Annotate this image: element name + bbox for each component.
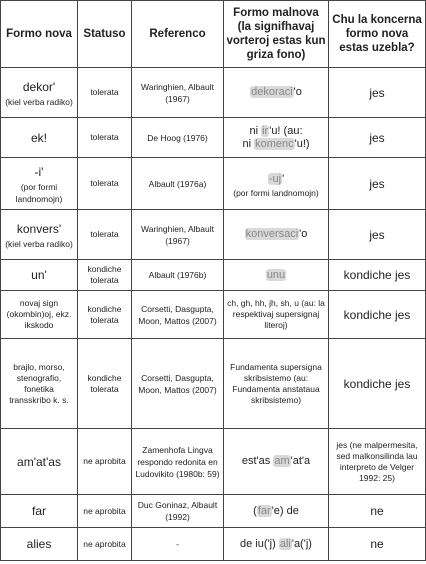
cell-uzebla: jes [329,68,426,118]
malnova-part: 'u! (au: [269,124,303,137]
cell-statuso: ne aprobita [78,528,132,561]
malnova-part: est'as [241,455,274,467]
cell-uzebla: jes [329,118,426,158]
cell-statuso: ne aprobita [78,429,132,495]
header-statuso: Statuso [78,1,132,68]
cell-statuso: ne aprobita [78,495,132,528]
cell-malnova [224,210,329,260]
formo-note: (por formi landnomojn) [15,181,63,204]
cell-referenco: Corsetti, Dasgupta, Moon, Mattos (2007) [132,339,224,429]
cell-statuso: kondiche tolerata [78,291,132,339]
highlighted-root: konversaci [245,228,299,240]
formo-text: -i' [34,164,44,179]
cell-referenco: De Hoog (1976) [132,118,224,158]
malnova-part: de iu('j) [240,537,279,550]
highlighted-root: ali [279,537,291,550]
cell-referenco: Waringhien, Albault (1967) [132,68,224,118]
table-row [1,158,426,210]
cell-malnova [224,528,329,561]
cell-malnova [224,158,329,210]
cell-formo: far [1,495,78,528]
highlighted-root: -uj [268,172,282,185]
header-chu-uzebla: Chu la koncerna formo nova estas uzebla? [329,1,426,68]
malnova-suffix: 'o [293,86,302,98]
table-row [1,291,426,339]
cell-formo: am'at'as [1,429,78,495]
cell-malnova: ch, gh, hh, jh, sh, u (au: la respektivaj supersignaj literoj) [224,291,329,339]
malnova-part: ni [249,124,262,137]
cell-referenco: Zamenhofa Lingva respondo redonita en Ludovikito (1980b: 59) [132,429,224,495]
highlighted-root: dekoraci [251,86,293,98]
cell-formo: brajlo, morso, stenografio, fonetika transskribo k. s. [1,339,78,429]
cell-malnova [224,118,329,158]
cell-uzebla: kondiche jes [329,260,426,291]
malnova-suffix: ' [282,172,285,185]
formo-text: konvers' [16,221,62,236]
formo-note: (kiel verba radiko) [5,96,73,107]
cell-statuso: tolerata [78,158,132,210]
cell-malnova: Fundamenta supersigna skribsistemo (au: Fundamenta anstataua skribsistemo) [224,339,329,429]
cell-uzebla: ne [329,528,426,561]
highlighted-root: far [257,504,271,517]
malnova-part: ni [242,137,255,150]
table-row [1,495,426,528]
malnova-part: 'at'a [290,455,311,467]
cell-formo [1,210,78,260]
table-row [1,260,426,291]
cell-statuso: tolerata [78,210,132,260]
formo-text: dekor' [22,79,56,94]
cell-referenco: Corsetti, Dasgupta, Moon, Mattos (2007) [132,291,224,339]
cell-referenco: Duc Goninaz, Albault (1992) [132,495,224,528]
table-header-row [1,1,426,68]
malnova-part: ( [253,504,257,517]
cell-formo: ek! [1,118,78,158]
highlighted-root: komenc [255,137,294,150]
cell-statuso: kondiche tolerata [78,260,132,291]
cell-malnova [224,260,329,291]
cell-malnova [224,495,329,528]
cell-uzebla: ne [329,495,426,528]
header-formo-malnova: Formo malnova (la signifhavaj vorteroj estas kun griza fono) [224,1,329,68]
cell-malnova [224,68,329,118]
highlighted-root: ir [262,124,269,137]
cell-referenco: Albault (1976b) [132,260,224,291]
cell-referenco: - [132,528,224,561]
formo-note: (kiel verba radiko) [5,238,73,249]
cell-formo: novaj sign (okombin)oj, ekz. ikskodo [1,291,78,339]
header-referenco: Referenco [132,1,224,68]
malnova-note: (por formi landnomojn) [233,187,319,198]
cell-uzebla: kondiche jes [329,291,426,339]
table-row [1,528,426,561]
malnova-part: 'u!) [294,137,310,150]
cell-uzebla: jes [329,158,426,210]
cell-formo: un' [1,260,78,291]
cell-uzebla: jes [329,210,426,260]
cell-uzebla: kondiche jes [329,339,426,429]
cell-statuso: tolerata [78,118,132,158]
cell-formo: alies [1,528,78,561]
header-formo-nova: Formo nova [1,1,78,68]
table-row [1,68,426,118]
table-row [1,118,426,158]
cell-malnova [224,429,329,495]
highlighted-root: am [274,455,290,467]
malnova-part: 'a('j) [291,537,312,550]
table-row [1,429,426,495]
highlighted-root: unu [266,268,286,281]
cell-formo [1,68,78,118]
table-row [1,339,426,429]
cell-uzebla: jes (ne malpermesita, sed malkonsilinda lau interpreto de Velger 1992: 25) [329,429,426,495]
cell-statuso: kondiche tolerata [78,339,132,429]
cell-referenco: Albault (1976a) [132,158,224,210]
malnova-suffix: 'o [299,228,308,240]
cell-referenco: Waringhien, Albault (1967) [132,210,224,260]
malnova-part: 'e) de [271,504,299,517]
cell-formo [1,158,78,210]
cell-statuso: tolerata [78,68,132,118]
table-row [1,210,426,260]
